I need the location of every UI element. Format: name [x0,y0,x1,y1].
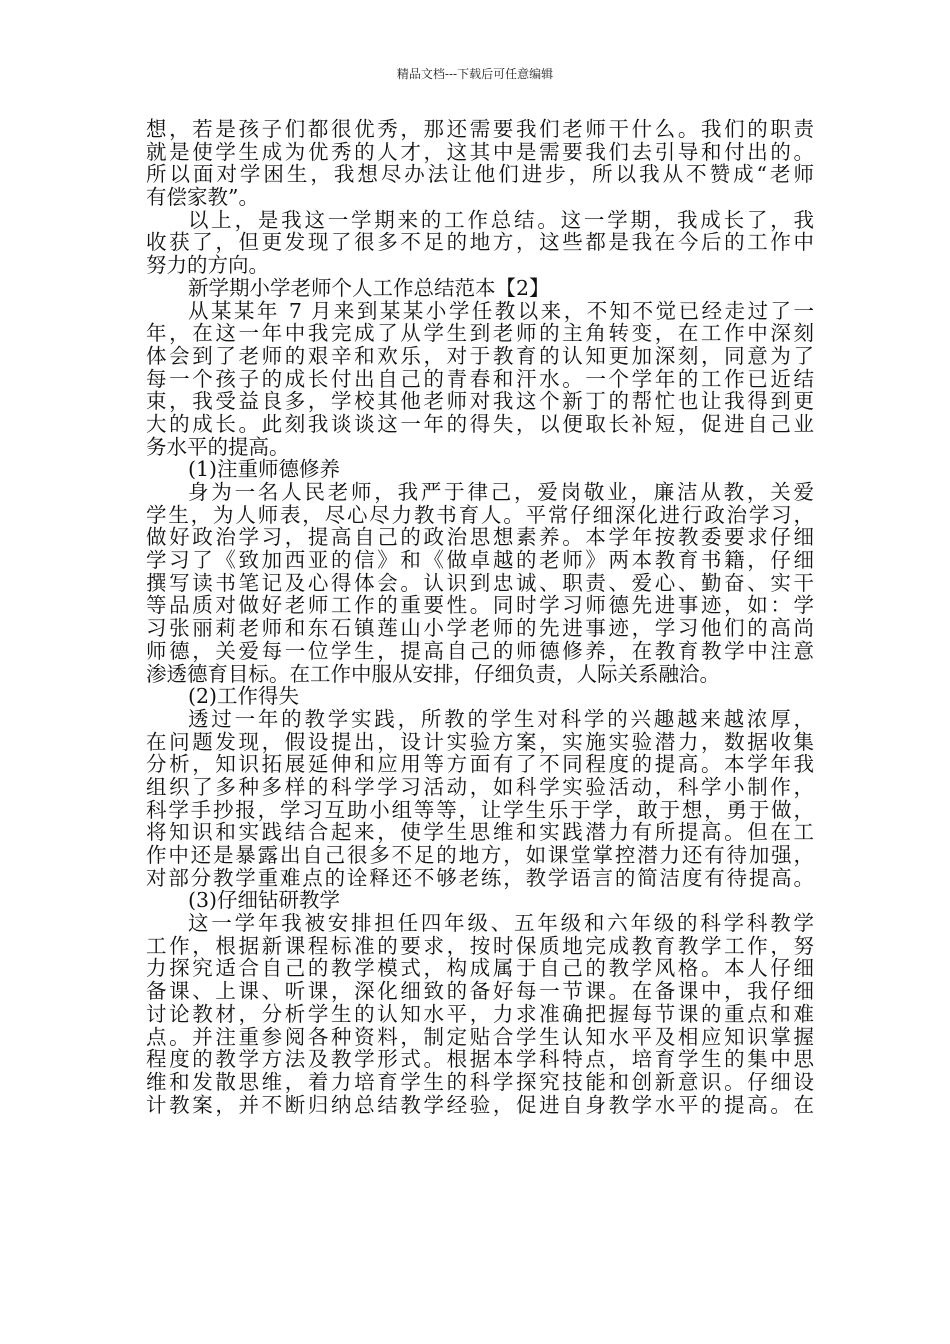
text-line: (3)仔细钻研教学 [188,888,341,913]
body-text [146,118,814,1116]
text-line: 束，我受益良多，学校其他老师对我这个新丁的帮忙也让我得到更 [146,389,814,414]
text-line: (1)注重师德修养 [188,457,341,482]
text-line: 务水平的提高。 [146,434,290,459]
text-line: 做好政治学习，提高自己的政治思想素养。本学年按教委要求仔细 [146,525,814,550]
text-line: 将知识和实践结合起来，使学生思维和实践潜力有所提高。但在工 [146,820,814,845]
text-line: 收获了，但更发现了很多不足的地方，这些都是我在今后的工作中 [146,230,814,255]
text-line: 程度的教学方法及教学形式。根据本学科特点，培育学生的集中思 [146,1047,814,1072]
text-line: 点。并注重参阅各种资料，制定贴合学生认知水平及相应知识掌握 [146,1024,814,1049]
text-line: 就是使学生成为优秀的人才，这其中是需要我们去引导和付出的。 [146,139,814,164]
text-line: 从某某年 7 月来到某某小学任教以来，不知不觉已经走过了一 [188,298,814,323]
page-header: 精品文档---下载后可任意编辑 [396,67,554,81]
text-line: 有偿家教”。 [146,185,259,210]
text-line: 这一学年我被安排担任四年级、五年级和六年级的科学科教学 [188,911,814,936]
text-line: 组织了多种多样的科学学习活动，如科学实验活动，科学小制作， [146,774,814,799]
text-line: 学习了《致加西亚的信》和《做卓越的老师》两本教育书籍，仔细 [146,548,814,573]
text-line: 工作，根据新课程标准的要求，按时保质地完成教育教学工作，努 [146,933,814,958]
text-line: 身为一名人民老师，我严于律己，爱岗敬业，廉洁从教，关爱 [188,480,814,504]
text-line: 分析，知识拓展延伸和应用等方面有了不同程度的提高。本学年我 [146,752,814,777]
text-line: 备课、上课、听课，深化细致的备好每一节课。在备课中，我仔细 [146,979,814,1004]
text-line: 年，在这一年中我完成了从学生到老师的主角转变，在工作中深刻 [146,321,814,346]
text-line: 维和发散思维，着力培育学生的科学探究技能和创新意识。仔细设 [146,1069,814,1094]
text-line: 新学期小学老师个人工作总结范本【2】 [188,275,550,300]
text-line: 讨论教材，分析学生的认知水平，力求准确把握每节课的重点和难 [146,1001,814,1026]
text-line: 以上，是我这一学期来的工作总结。这一学期，我成长了，我 [188,207,814,232]
text-line: 透过一年的教学实践，所教的学生对科学的兴趣越来越浓厚， [188,706,814,731]
text-line: 在问题发现，假设提出，设计实验方案，实施实验潜力，数据收集 [146,729,814,754]
text-line: 想，若是孩子们都很优秀，那还需要我们老师干什么。我们的职责 [146,117,814,141]
text-line: 体会到了老师的艰辛和欢乐，对于教育的认知更加深刻，同意为了 [146,343,814,368]
text-line: 大的成长。此刻我谈谈这一年的得失，以便取长补短，促进自己业 [146,411,814,436]
text-line: 努力的方向。 [146,253,269,278]
text-line: 力探究适合自己的教学模式，构成属于自己的教学风格。本人仔细 [146,956,814,981]
text-line: 科学手抄报，学习互助小组等等，让学生乐于学，敢于想，勇于做， [146,797,814,822]
text-line: 对部分教学重难点的诠释还不够老练，教学语言的简洁度有待提高。 [146,865,814,890]
text-line: 等品质对做好老师工作的重要性。同时学习师德先进事迹，如：学 [146,593,814,618]
text-line: 计教案，并不断归纳总结教学经验，促进自身教学水平的提高。在 [146,1092,814,1117]
text-line: 师德，关爱每一位学生，提高自己的师德修养，在教育教学中注意 [146,638,814,663]
text-line: (2)工作得失 [188,684,300,709]
text-line: 作中还是暴露出自己很多不足的地方，如课堂掌控潜力还有待加强， [146,843,814,867]
text-line: 学生，为人师表，尽心尽力教书育人。平常仔细深化进行政治学习， [146,502,814,527]
text-line: 习张丽莉老师和东石镇莲山小学老师的先进事迹，学习他们的高尚 [146,616,814,641]
text-line: 渗透德育目标。在工作中服从安排，仔细负责，人际关系融洽。 [146,661,720,686]
text-line: 每一个孩子的成长付出自己的青春和汗水。一个学年的工作已近结 [146,366,814,391]
text-line: 撰写读书笔记及心得体会。认识到忠诚、职责、爱心、勤奋、实干 [146,570,814,595]
text-line: 所以面对学困生，我想尽办法让他们进步，所以我从不赞成“老师 [146,162,814,187]
